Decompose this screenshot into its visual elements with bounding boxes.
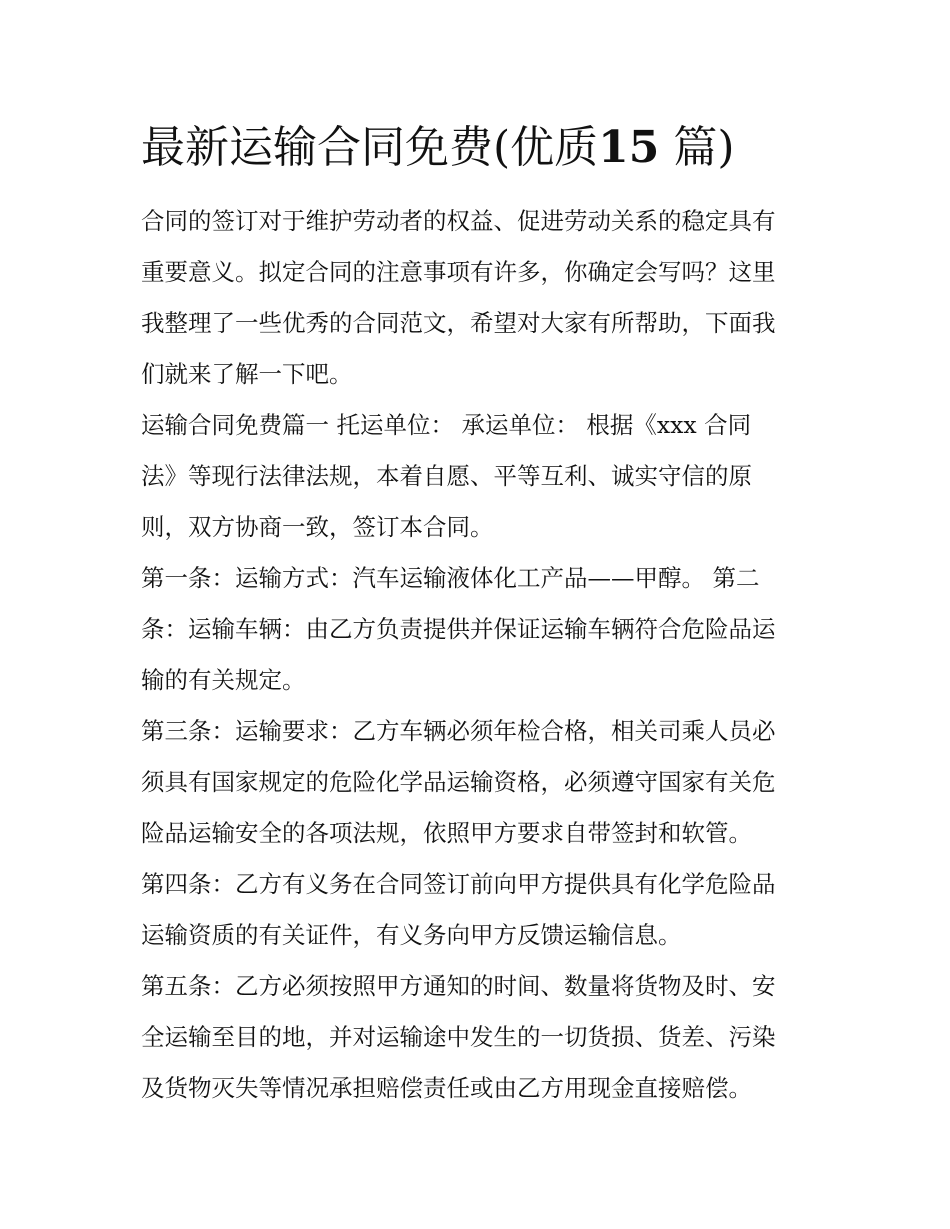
title-text: 最新运输合同免费(优质: [141, 122, 599, 173]
paragraph-intro: [141, 196, 816, 400]
text-line: 输的有关规定。: [141, 666, 306, 694]
text-line: 运输资质的有关证件，有义务向甲方反馈运输信息。: [141, 921, 682, 949]
paragraph-article-5: [141, 961, 816, 1114]
text-line: 险品运输安全的各项法规，依照甲方要求自带签封和软管。: [141, 819, 752, 847]
text-line: 及货物灭失等情况承担赔偿责任或由乙方用现金直接赔偿。: [141, 1074, 752, 1102]
text-line: 法》等现行法律法规，本着自愿、平等互利、诚实守信的原: [141, 462, 752, 490]
text-line: 重要意义。拟定合同的注意事项有许多，你确定会写吗？这里: [141, 258, 776, 286]
text-line: 运输合同免费篇一 托运单位： 承运单位： 根据《xxx 合同: [141, 411, 752, 439]
title-suffix: 篇): [673, 122, 735, 173]
document-body: [141, 196, 816, 1114]
text-line: 们就来了解一下吧。: [141, 360, 353, 388]
paragraph-contract-parties: [141, 400, 816, 553]
paragraph-article-3: [141, 706, 816, 859]
text-line: 第五条：乙方必须按照甲方通知的时间、数量将货物及时、安: [141, 972, 776, 1000]
title-number: 15: [598, 122, 660, 173]
text-line: 则，双方协商一致，签订本合同。: [141, 513, 494, 541]
text-line: 条：运输车辆：由乙方负责提供并保证运输车辆符合危险品运: [141, 615, 776, 643]
text-line: 全运输至目的地，并对运输途中发生的一切货损、货差、污染: [141, 1023, 776, 1051]
text-line: 我整理了一些优秀的合同范文，希望对大家有所帮助，下面我: [141, 309, 776, 337]
document-title: [141, 118, 841, 178]
text-line: 须具有国家规定的危险化学品运输资格，必须遵守国家有关危: [141, 768, 776, 796]
paragraph-article-1-2: [141, 553, 816, 706]
text-line: 第三条：运输要求：乙方车辆必须年检合格，相关司乘人员必: [141, 717, 776, 745]
text-line: 合同的签订对于维护劳动者的权益、促进劳动关系的稳定具有: [141, 207, 776, 235]
paragraph-article-4: [141, 859, 816, 961]
text-line: 第一条：运输方式：汽车运输液体化工产品——甲醇。 第二: [141, 564, 760, 592]
text-line: 第四条：乙方有义务在合同签订前向甲方提供具有化学危险品: [141, 870, 776, 898]
